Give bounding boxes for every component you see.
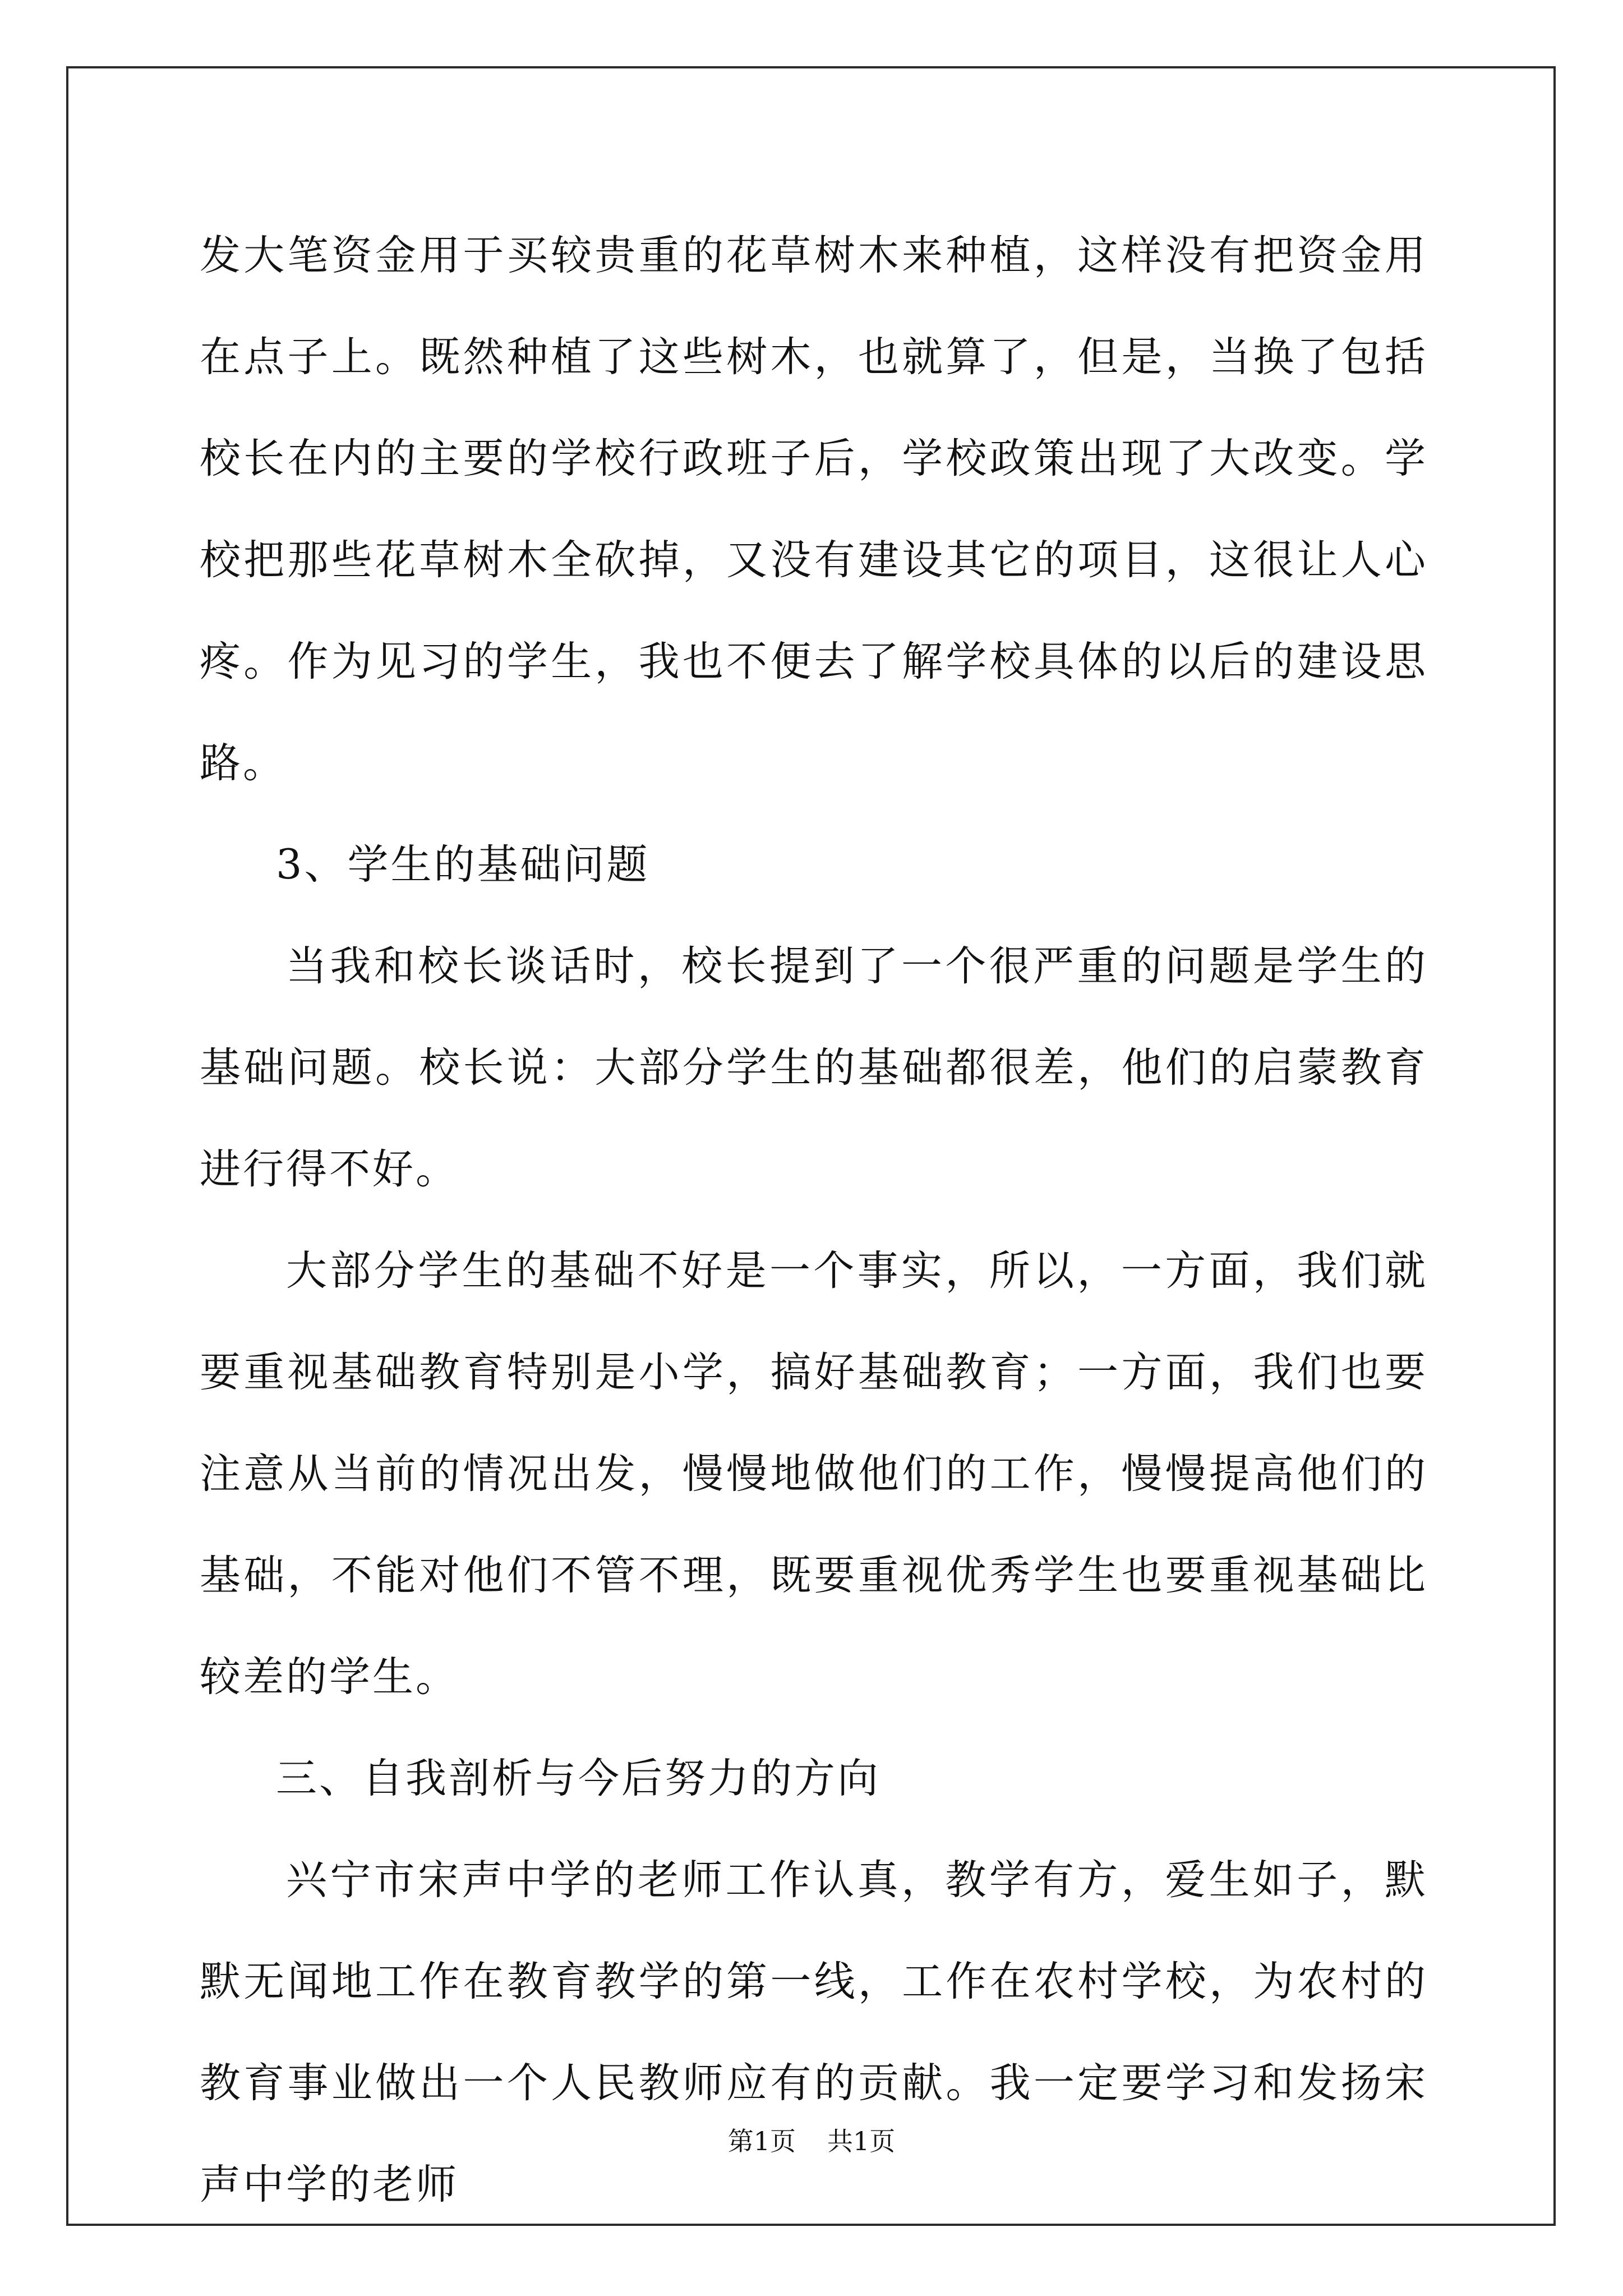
page-number: 第1页 bbox=[727, 2126, 796, 2156]
paragraph-basic-education: 大部分学生的基础不好是一个事实，所以，一方面，我们就要重视基础教育特别是小学，搞好基础教育；一方面，我们也要注意从当前的情况出发，慢慢地做他们的工作，慢慢提高他们的基础，不能对他们不管不理，既要重视优秀学生也要重视基础比较差的学生。 bbox=[200, 1247, 1428, 1701]
section-heading-student-foundation: 3、学生的基础问题 bbox=[276, 841, 650, 889]
paragraph-continued: 发大笔资金用于买较贵重的花草树木来种植，这样没有把资金用在点子上。既然种植了这些树木，也就算了，但是，当换了包括校长在内的主要的学校行政班子后，学校政策出现了大改变。学校把那些花草树木全砍掉，又没有建设其它的项目，这很让人心疼。作为见习的学生，我也不便去了解学校具体的以后的建设思路。 bbox=[200, 232, 1428, 787]
page-total: 共1页 bbox=[827, 2126, 896, 2156]
paragraph-teachers: 兴宁市宋声中学的老师工作认真，教学有方，爱生如子，默默无闻地工作在教育教学的第一线，工作在农村学校，为农村的教育事业做出一个人民教师应有的贡献。我一定要学习和发扬宋声中学的老师 bbox=[200, 1856, 1428, 2208]
section-heading-self-analysis: 三、自我剖析与今后努力的方向 bbox=[276, 1755, 880, 1802]
document-body bbox=[200, 205, 1428, 2235]
page-footer bbox=[0, 2124, 1623, 2158]
paragraph-principal-talk: 当我和校长谈话时，校长提到了一个很严重的问题是学生的基础问题。校长说：大部分学生的基础都很差，他们的启蒙教育进行得不好。 bbox=[200, 942, 1428, 1193]
